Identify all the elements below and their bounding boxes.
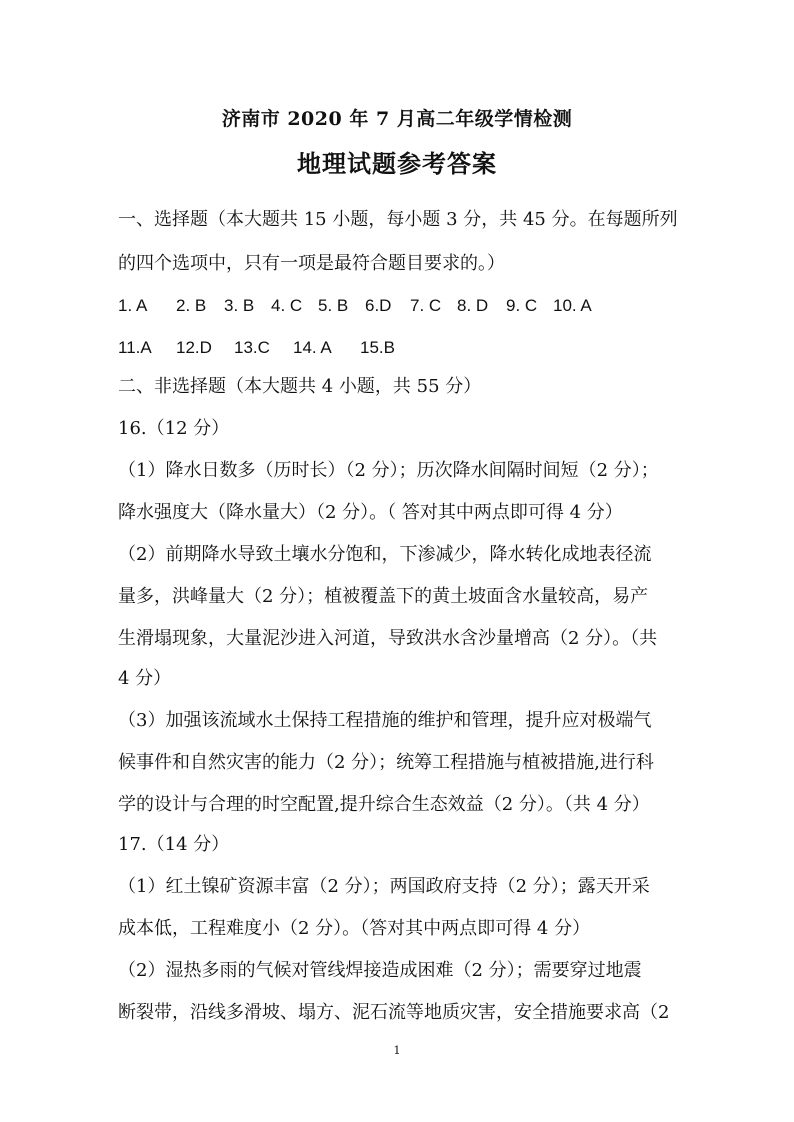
q16-line: （2）前期降水导致土壤水分饱和，下渗减少，降水转化成地表径流 — [118, 544, 652, 565]
answer-item: 4. C — [271, 296, 303, 315]
answer-item: 14. A — [293, 338, 332, 357]
q16-line: 学的设计与合理的时空配置,提升综合生态效益（2 分）。（共 4 分） — [118, 794, 650, 815]
answer-item: 2. B — [176, 296, 207, 315]
answer-item: 10. A — [553, 296, 592, 315]
answer-item: 13.C — [234, 338, 270, 357]
answer-item: 11.A — [118, 338, 152, 357]
q16-line: 量多，洪峰量大（2 分）；植被覆盖下的黄土坡面含水量较高，易产 — [118, 586, 649, 607]
q16-line: （3）加强该流域水土保持工程措施的维护和管理，提升应对极端气 — [118, 710, 652, 731]
q17-label: 17.（14 分） — [118, 834, 230, 855]
answer-item: 7. C — [410, 296, 442, 315]
q16-line: 降水强度大（降水量大）（2 分）。（ 答对其中两点即可得 4 分） — [118, 502, 623, 523]
answer-item: 1. A — [118, 296, 148, 315]
q17-line: 断裂带，沿线多滑坡、塌方、泥石流等地质灾害，安全措施要求高（2 — [118, 1002, 670, 1023]
q16-line: 候事件和自然灾害的能力（2 分）；统筹工程措施与植被措施,进行科 — [118, 752, 654, 773]
q16-line: 4 分） — [118, 668, 172, 689]
q16-label: 16.（12 分） — [118, 418, 230, 439]
q16-line: 生滑塌现象，大量泥沙进入河道，导致洪水含沙量增高（2 分）。（共 — [118, 628, 658, 649]
q17-line: （2）湿热多雨的气候对管线焊接造成困难（2 分）；需要穿过地震 — [118, 960, 642, 981]
q17-line: （1）红土镍矿资源丰富（2 分）；两国政府支持（2 分）；露天开采 — [118, 876, 650, 897]
page-number: 1 — [393, 1044, 401, 1057]
answer-item: 15.B — [360, 338, 395, 357]
answer-item: 8. D — [457, 296, 489, 315]
answers-row-2 — [118, 336, 410, 360]
document-subtitle: 地理试题参考答案 — [297, 149, 497, 178]
section1-heading-line1: 一、选择题（本大题共 15 小题，每小题 3 分，共 45 分。在每题所列 — [118, 209, 678, 230]
section1-heading-line2: 的四个选项中，只有一项是最符合题目要求的。） — [118, 253, 505, 274]
answer-item: 12.D — [176, 338, 212, 357]
answers-row-1 — [118, 294, 603, 318]
section2-heading: 二、非选择题（本大题共 4 小题，共 55 分） — [118, 376, 482, 397]
q17-line: 成本低，工程难度小（2 分）。（答对其中两点即可得 4 分） — [118, 918, 591, 939]
document-title: 济南市 2020 年 7 月高二年级学情检测 — [221, 108, 573, 130]
answer-item: 5. B — [318, 296, 349, 315]
q16-line: （1）降水日数多（历时长）（2 分）；历次降水间隔时间短（2 分）； — [118, 460, 659, 481]
answer-item: 9. C — [506, 296, 538, 315]
answer-item: 3. B — [224, 296, 255, 315]
answer-item: 6.D — [365, 296, 392, 315]
